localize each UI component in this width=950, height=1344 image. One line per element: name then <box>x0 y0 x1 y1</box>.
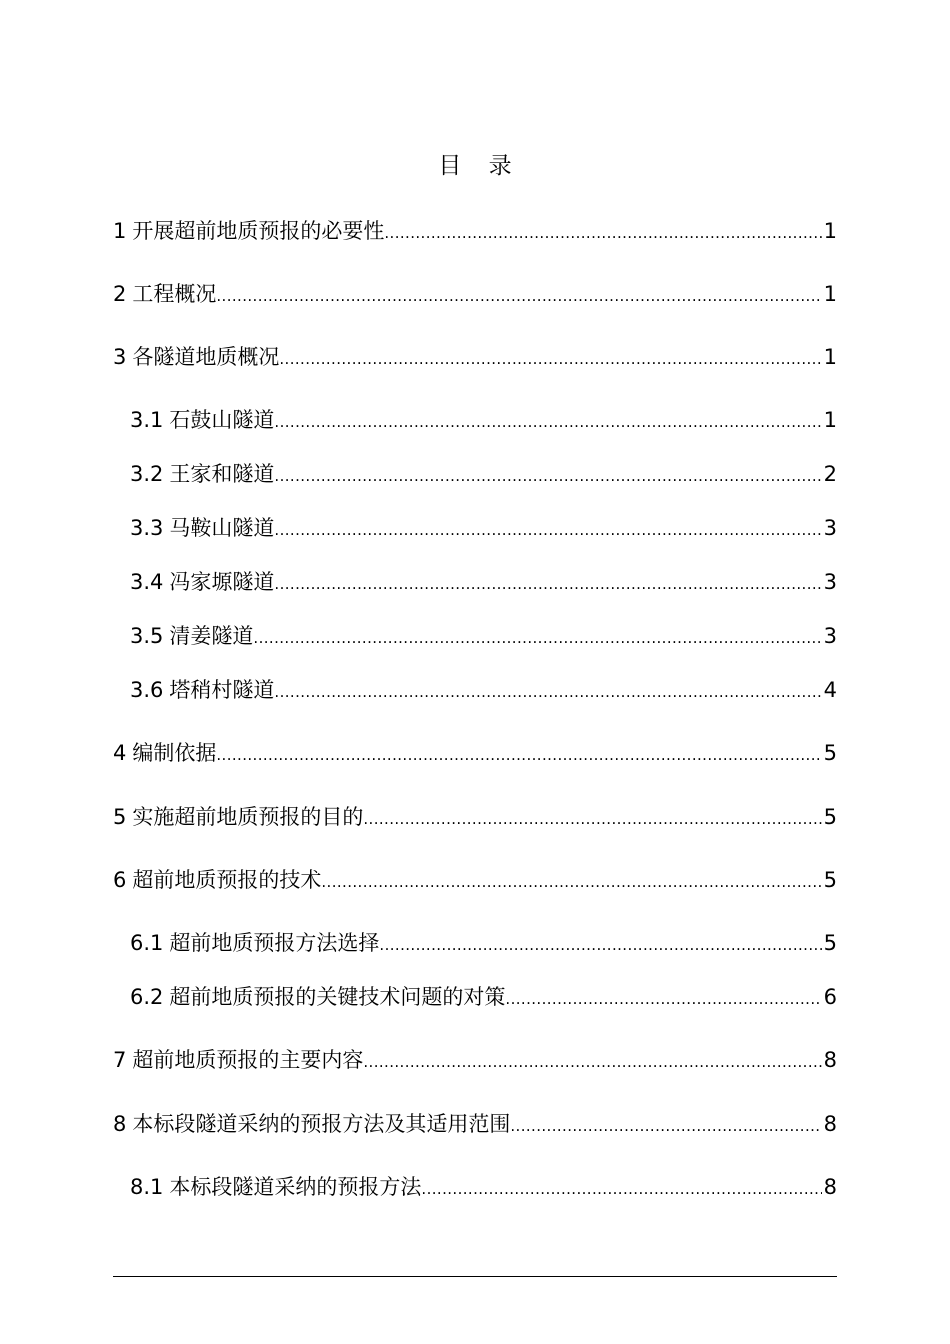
toc-entry-title: 石鼓山隧道 <box>169 408 275 432</box>
toc-entry-title: 工程概况 <box>132 282 217 306</box>
toc-entry-number: 3.1 <box>130 408 164 432</box>
toc-entry-number: 2 <box>113 282 127 306</box>
toc-page-number: 3 <box>823 624 837 648</box>
toc-entry-title: 编制依据 <box>132 741 217 765</box>
toc-page-number: 8 <box>823 1175 837 1199</box>
toc-entry-title: 超前地质预报的技术 <box>132 868 322 892</box>
toc-page-number: 1 <box>823 345 837 369</box>
toc-entry-title: 冯家塬隧道 <box>169 570 275 594</box>
toc-entry-number: 8.1 <box>130 1175 164 1199</box>
toc-entry[interactable] <box>130 981 837 1013</box>
toc-entry-title: 本标段隧道采纳的预报方法 <box>169 1175 422 1199</box>
toc-page-number: 5 <box>823 805 837 829</box>
toc-dot-leader <box>363 1044 821 1078</box>
toc-entry[interactable] <box>113 801 837 833</box>
toc-page-number: 5 <box>823 868 837 892</box>
toc-dot-leader <box>510 1108 821 1142</box>
toc-page-number: 5 <box>823 931 837 955</box>
toc-entry[interactable] <box>130 512 837 544</box>
toc-entry-number: 7 <box>113 1048 127 1072</box>
toc-entry-number: 5 <box>113 805 127 829</box>
toc-entry[interactable] <box>113 1044 837 1076</box>
footer-rule <box>113 1276 837 1277</box>
toc-page-number: 1 <box>823 282 837 306</box>
toc-entry[interactable] <box>113 215 837 247</box>
toc-entry[interactable] <box>113 341 837 373</box>
toc-entry[interactable] <box>113 278 837 310</box>
toc-dot-leader <box>421 1171 821 1205</box>
toc-entry-number: 3.2 <box>130 462 164 486</box>
toc-entry-title: 马鞍山隧道 <box>169 516 275 540</box>
toc-entry-title: 开展超前地质预报的必要性 <box>132 219 385 243</box>
toc-dot-leader <box>274 566 821 600</box>
toc-entry[interactable] <box>130 458 837 490</box>
toc-entry-title: 超前地质预报的关键技术问题的对策 <box>169 985 506 1009</box>
toc-entry[interactable] <box>130 674 837 706</box>
toc-entry-title: 王家和隧道 <box>169 462 275 486</box>
toc-entry-title: 塔稍村隧道 <box>169 678 275 702</box>
toc-entry[interactable] <box>113 864 837 896</box>
toc-page-number: 3 <box>823 570 837 594</box>
toc-entry-number: 4 <box>113 741 127 765</box>
toc-entry-number: 1 <box>113 219 127 243</box>
toc-entry-number: 3.3 <box>130 516 164 540</box>
toc-page-number: 3 <box>823 516 837 540</box>
toc-entry[interactable] <box>130 927 837 959</box>
toc-entry-number: 3.4 <box>130 570 164 594</box>
toc-dot-leader <box>379 927 821 961</box>
toc-entry[interactable] <box>130 620 837 652</box>
toc-dot-leader <box>253 620 821 654</box>
toc-entry[interactable] <box>113 1108 837 1140</box>
toc-page-number: 8 <box>823 1048 837 1072</box>
toc-entry-number: 8 <box>113 1112 127 1136</box>
toc-dot-leader <box>216 278 821 312</box>
toc-entry-title: 实施超前地质预报的目的 <box>132 805 364 829</box>
toc-entry[interactable] <box>130 566 837 598</box>
toc-dot-leader <box>321 864 821 898</box>
toc-page-number: 8 <box>823 1112 837 1136</box>
toc-dot-leader <box>274 458 821 492</box>
toc-dot-leader <box>274 674 821 708</box>
toc-page-number: 1 <box>823 408 837 432</box>
toc-page-number: 6 <box>823 985 837 1009</box>
toc-entry-title: 本标段隧道采纳的预报方法及其适用范围 <box>132 1112 511 1136</box>
toc-page-number: 4 <box>823 678 837 702</box>
toc-entry-number: 3.6 <box>130 678 164 702</box>
toc-entry-number: 6 <box>113 868 127 892</box>
toc-dot-leader <box>216 737 821 771</box>
toc-entry[interactable] <box>113 737 837 769</box>
toc-dot-leader <box>274 512 821 546</box>
toc-entry-number: 6.2 <box>130 985 164 1009</box>
toc-dot-leader <box>505 981 821 1015</box>
toc-page-number: 2 <box>823 462 837 486</box>
toc-entry-title: 超前地质预报方法选择 <box>169 931 380 955</box>
toc-dot-leader <box>274 404 821 438</box>
toc-dot-leader <box>363 801 821 835</box>
toc-entry-number: 3 <box>113 345 127 369</box>
toc-dot-leader <box>384 215 821 249</box>
toc-entry[interactable] <box>130 1171 837 1203</box>
toc-entry-number: 3.5 <box>130 624 164 648</box>
toc-entry[interactable] <box>130 404 837 436</box>
toc-dot-leader <box>279 341 821 375</box>
toc-entry-title: 超前地质预报的主要内容 <box>132 1048 364 1072</box>
toc-entry-title: 各隧道地质概况 <box>132 345 280 369</box>
toc-page-number: 5 <box>823 741 837 765</box>
toc-entry-number: 6.1 <box>130 931 164 955</box>
toc-entry-title: 清姜隧道 <box>169 624 254 648</box>
toc-title: 目 录 <box>438 153 522 179</box>
toc-page-number: 1 <box>823 219 837 243</box>
